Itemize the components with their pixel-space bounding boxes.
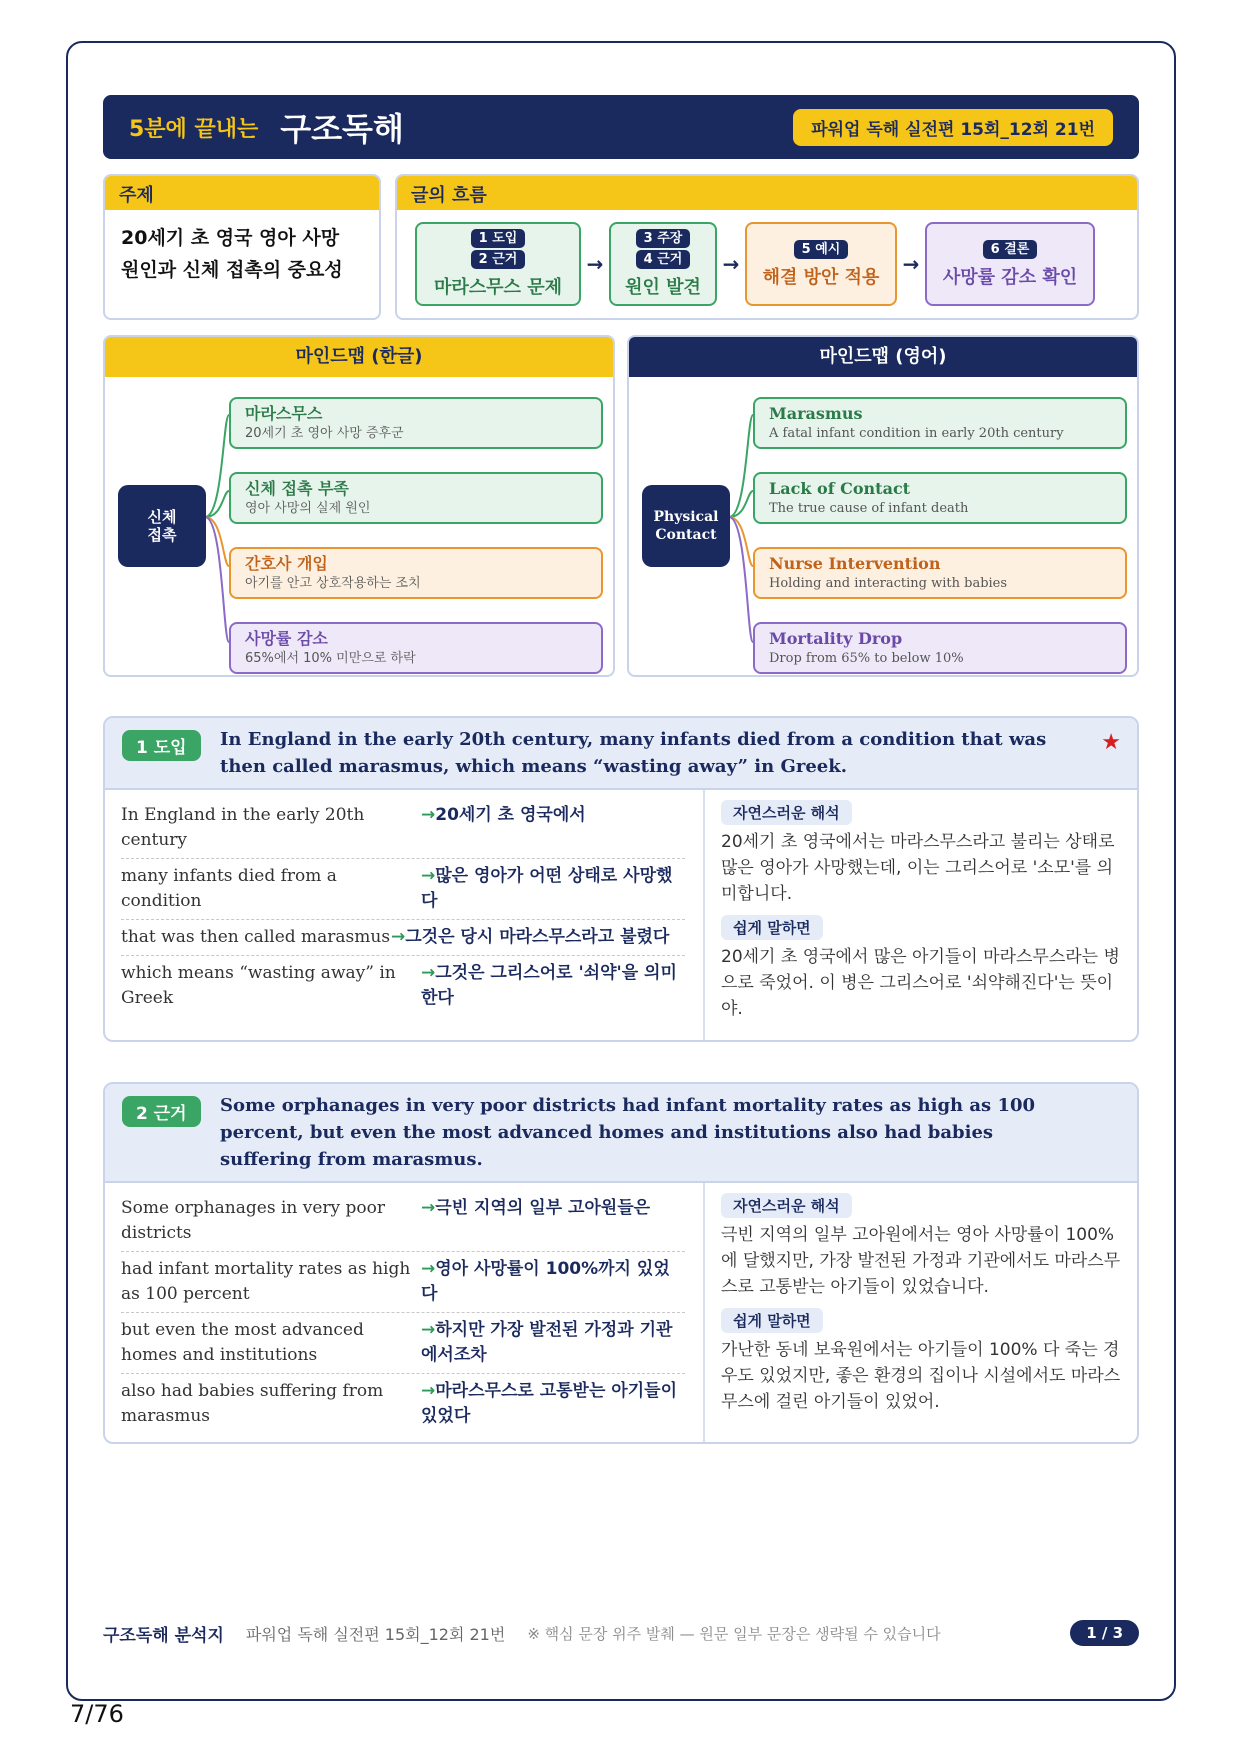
natural-translation: 극빈 지역의 일부 고아원에서는 영아 사망률이 100%에 달했지만, 가장 발전된 가정과 기관에서도 마라스무스로 고통받는 아기들이 있었습니다. xyxy=(721,1225,1121,1297)
mindmap-center-node: 신체 접촉 xyxy=(118,485,206,567)
mindmap-korean-title: 마인드맵 (한글) xyxy=(105,337,613,377)
sentence-section-2 xyxy=(103,1082,1139,1444)
mindmap-english-title: 마인드맵 (영어) xyxy=(629,337,1137,377)
easy-explanation: 20세기 초 영국에서 많은 아기들이 마라스무스라는 병으로 죽었어. 이 병은 그리스어로 '쇠약해진다'는 뜻이야. xyxy=(721,947,1120,1019)
footer xyxy=(103,1618,1139,1648)
section-header xyxy=(105,718,1137,790)
section-header xyxy=(105,1084,1137,1183)
flow-step-label: 해결 방안 적용 xyxy=(762,266,880,288)
page-title: 구조독해 xyxy=(280,110,404,148)
chunk-row: In England in the early 20th century →20세기 초 영국에서 xyxy=(121,798,685,859)
flow-step-2 xyxy=(609,222,717,306)
chunk-list xyxy=(105,790,705,1040)
page-indicator: 1 / 3 xyxy=(1070,1620,1139,1646)
flow-badge: 5 예시 xyxy=(794,240,849,259)
natural-label: 자연스러운 해석 xyxy=(721,800,852,825)
mindmap-node-mortality-drop: Mortality Drop Drop from 65% to below 10% xyxy=(753,622,1127,674)
chunk-list xyxy=(105,1183,705,1442)
chunk-row: Some orphanages in very poor districts →극빈 지역의 일부 고아원들은 xyxy=(121,1191,685,1252)
flow-step-label: 마라스무스 문제 xyxy=(434,277,562,298)
section-badge: 2 근거 xyxy=(122,1096,201,1127)
flow-step-1 xyxy=(415,222,581,306)
mindmap-node-lack-of-contact: Lack of Contact The true cause of infant death xyxy=(753,472,1127,524)
flow-badge: 6 결론 xyxy=(983,240,1038,259)
natural-translation: 20세기 초 영국에서는 마라스무스라고 불리는 상태로 많은 영아가 사망했는데, 이는 그리스어로 '소모'를 의미합니다. xyxy=(721,832,1115,904)
flow-arrow: → xyxy=(586,252,604,276)
section-badge: 1 도입 xyxy=(122,730,201,761)
flow-label: 글의 흐름 xyxy=(397,176,1137,210)
easy-label: 쉽게 말하면 xyxy=(721,1308,823,1333)
header-kicker: 5분에 끝내는 xyxy=(129,116,259,142)
natural-label: 자연스러운 해석 xyxy=(721,1193,852,1218)
topic-label: 주제 xyxy=(105,176,379,210)
flow-badge: 2 근거 xyxy=(471,250,526,269)
flow-badge: 3 주장 xyxy=(636,229,691,248)
flow-badge: 4 근거 xyxy=(636,250,691,269)
mindmap-node-nurse-intervention: 간호사 개입 아기를 안고 상호작용하는 조치 xyxy=(229,547,603,599)
chunk-row: which means “wasting away” in Greek →그것은 그리스어로 '쇠약'을 의미한다 xyxy=(121,963,677,1008)
flow-step-3 xyxy=(745,222,897,306)
flow-box xyxy=(395,174,1139,320)
mindmap-english xyxy=(627,335,1139,677)
flow-step-4 xyxy=(925,222,1095,306)
flow-step-label: 사망률 감소 확인 xyxy=(942,266,1078,288)
topic-line-2: 원인과 신체 접촉의 중요성 xyxy=(121,259,343,281)
flow-arrow: → xyxy=(902,252,920,276)
chunk-row: but even the most advanced homes and institutions →하지만 가장 발전된 가정과 기관에서조차 xyxy=(121,1313,685,1374)
footer-brand: 구조독해 분석지 xyxy=(103,1625,224,1646)
header-banner xyxy=(103,95,1139,159)
mindmap-center-node: Physical Contact xyxy=(642,485,730,567)
topic-line-1: 20세기 초 영국 영아 사망 xyxy=(121,227,340,249)
chunk-row: many infants died from a condition →많은 영아가 어떤 상태로 사망했다 xyxy=(121,859,685,920)
topic-box xyxy=(103,174,381,320)
sentence-section-1 xyxy=(103,716,1139,1042)
interpretation-panel xyxy=(705,790,1137,1040)
flow-step-label: 원인 발견 xyxy=(625,277,701,298)
source-tag: 파워업 독해 실전편 15회_12회 21번 xyxy=(793,109,1113,146)
mindmap-korean xyxy=(103,335,615,677)
page-counter: 7/76 xyxy=(70,1700,124,1728)
easy-explanation: 가난한 동네 보육원에서는 아기들이 100% 다 죽는 경우도 있었지만, 좋은 환경의 집이나 시설에서도 마라스무스에 걸린 아기들이 있었어. xyxy=(721,1340,1121,1412)
easy-label: 쉽게 말하면 xyxy=(721,915,823,940)
mindmap-node-lack-of-contact: 신체 접촉 부족 영아 사망의 실제 원인 xyxy=(229,472,603,524)
footer-source: 파워업 독해 실전편 15회_12회 21번 xyxy=(245,1624,506,1644)
flow-arrow: → xyxy=(722,252,740,276)
mindmap-node-nurse-intervention: Nurse Intervention Holding and interacting with babies xyxy=(753,547,1127,599)
chunk-row: that was then called marasmus →그것은 당시 마라스무스라고 불렸다 xyxy=(121,920,685,956)
chunk-row: also had babies suffering from marasmus →마라스무스로 고통받는 아기들이 있었다 xyxy=(121,1381,677,1426)
mindmap-node-mortality-drop: 사망률 감소 65%에서 10% 미만으로 하락 xyxy=(229,622,603,674)
chunk-row: had infant mortality rates as high as 100 percent →영아 사망률이 100%까지 있었다 xyxy=(121,1252,685,1313)
key-sentence: In England in the early 20th century, many infants died from a condition that was then called marasmus, which means “wasting away” in Greek. xyxy=(220,729,1047,777)
key-sentence: Some orphanages in very poor districts had infant mortality rates as high as 100 percent, but even the most advanced homes and institutions also had babies suffering from marasmus. xyxy=(220,1095,1036,1170)
footer-note: ※ 핵심 문장 위주 발췌 — 원문 일부 문장은 생략될 수 있습니다 xyxy=(527,1624,941,1643)
star-icon: ★ xyxy=(1101,730,1121,755)
interpretation-panel xyxy=(705,1183,1137,1442)
flow-badge: 1 도입 xyxy=(471,229,526,248)
mindmap-node-marasmus: 마라스무스 20세기 초 영아 사망 증후군 xyxy=(229,397,603,449)
mindmap-node-marasmus: Marasmus A fatal infant condition in early 20th century xyxy=(753,397,1127,449)
